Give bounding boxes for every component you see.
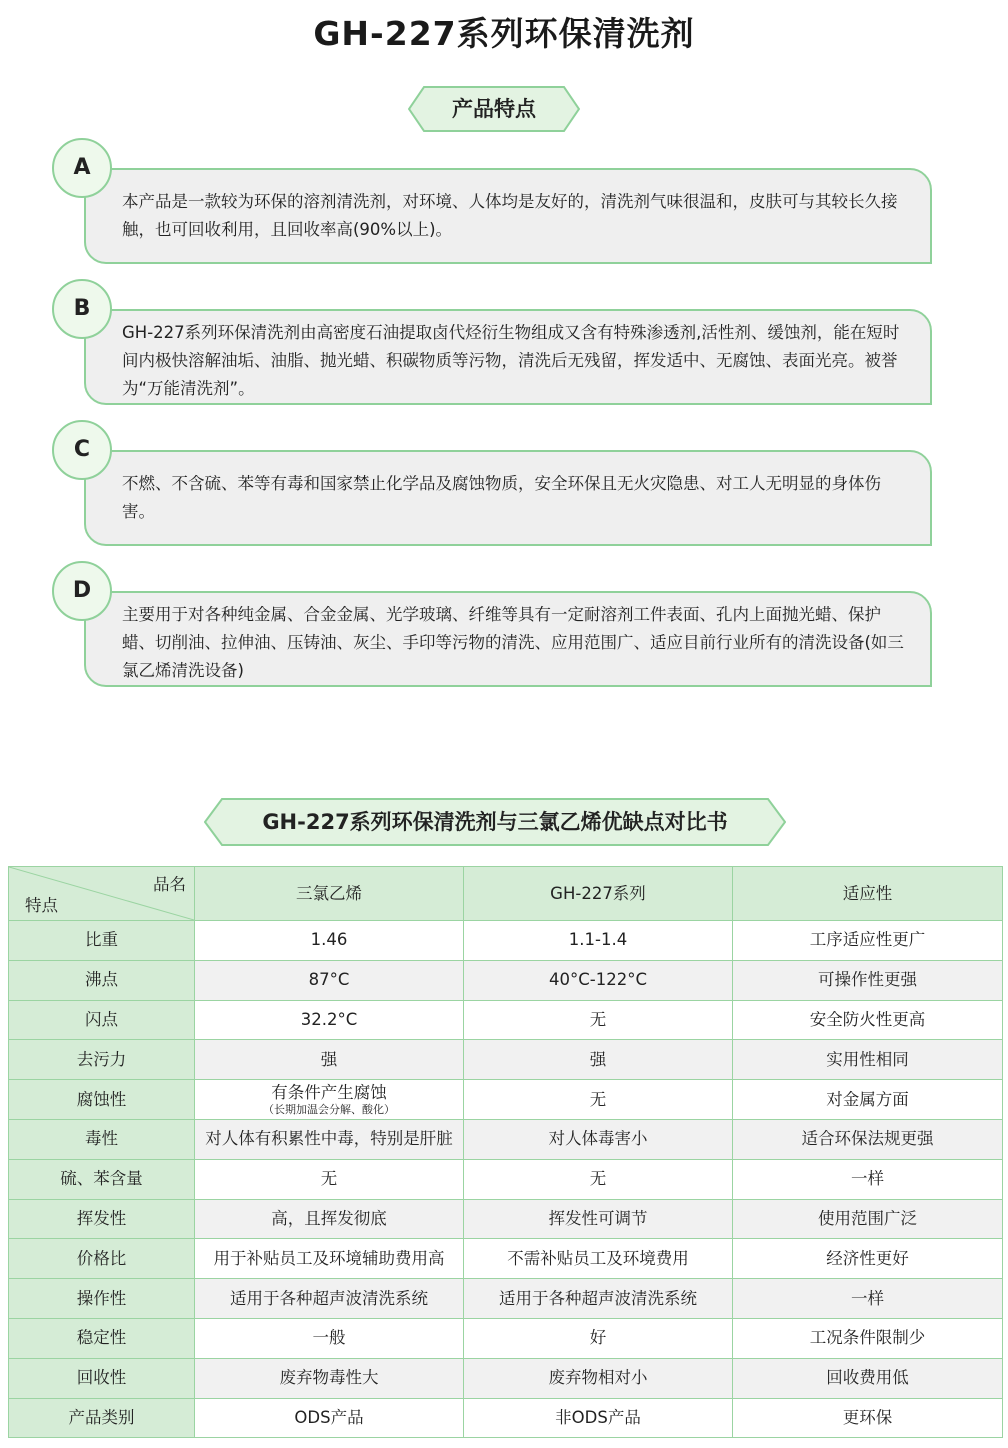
- cell-gh: 对人体毒害小: [464, 1119, 733, 1159]
- table-row: [9, 921, 1003, 961]
- row-label: 操作性: [9, 1279, 195, 1319]
- cell-gh: 好: [464, 1318, 733, 1358]
- feature-text: GH-227系列环保清洗剂由高密度石油提取卤代烃衍生物组成又含有特殊渗透剂,活性剂、缓蚀剂，能在短时间内极快溶解油垢、油脂、抛光蜡、积碳物质等污物，清洗后无残留，挥发适中、无腐蚀、表面光亮。被誉为“万能清洗剂”。: [84, 309, 932, 405]
- cell-fit: 实用性相同: [733, 1040, 1003, 1080]
- cell-tce-note: （长期加温会分解、酸化）: [263, 1103, 395, 1117]
- cell-gh: 不需补贴员工及环境费用: [464, 1239, 733, 1279]
- cell-fit: 安全防火性更高: [733, 1000, 1003, 1040]
- cell-fit: 一样: [733, 1279, 1003, 1319]
- row-label: 闪点: [9, 1000, 195, 1040]
- table-row: [9, 1000, 1003, 1040]
- cell-tce: 适用于各种超声波清洗系统: [195, 1279, 464, 1319]
- cell-fit: 经济性更好: [733, 1239, 1003, 1279]
- feature-text: 主要用于对各种纯金属、合金金属、光学玻璃、纤维等具有一定耐溶剂工件表面、孔内上面抛光蜡、保护蜡、切削油、拉伸油、压铸油、灰尘、手印等污物的清洗、应用范围广、适应目前行业所有的清洗设备(如三氯乙烯清洗设备): [84, 591, 932, 687]
- cell-fit: 工序适应性更广: [733, 921, 1003, 961]
- cell-tce: 废弃物毒性大: [195, 1358, 464, 1398]
- row-label: 回收性: [9, 1358, 195, 1398]
- feature-a: [52, 138, 932, 268]
- table-row: [9, 1159, 1003, 1199]
- comparison-table: [8, 866, 1003, 1438]
- table-row: [9, 1318, 1003, 1358]
- section-heading: GH-227系列环保清洗剂与三氯乙烯优缺点对比书: [262, 810, 728, 834]
- table-header-row: [9, 867, 1003, 921]
- cell-gh: 强: [464, 1040, 733, 1080]
- cell-tce: [195, 1080, 464, 1120]
- table-row: [9, 1119, 1003, 1159]
- cell-fit: 适合环保法规更强: [733, 1119, 1003, 1159]
- table-row: [9, 1239, 1003, 1279]
- table-row: [9, 1279, 1003, 1319]
- feature-b: [52, 279, 932, 409]
- column-header: GH-227系列: [464, 867, 733, 921]
- row-label: 稳定性: [9, 1318, 195, 1358]
- row-label: 腐蚀性: [9, 1080, 195, 1120]
- cell-gh: 无: [464, 1159, 733, 1199]
- table-row: [9, 960, 1003, 1000]
- cell-fit: 工况条件限制少: [733, 1318, 1003, 1358]
- section-heading: 产品特点: [452, 97, 536, 121]
- row-label: 产品类别: [9, 1398, 195, 1438]
- feature-badge: C: [52, 420, 112, 480]
- cell-gh: 1.1-1.4: [464, 921, 733, 961]
- cell-fit: 更环保: [733, 1398, 1003, 1438]
- cell-gh: 无: [464, 1080, 733, 1120]
- row-label: 去污力: [9, 1040, 195, 1080]
- cell-tce: 一般: [195, 1318, 464, 1358]
- feature-d: [52, 561, 932, 691]
- feature-text: 本产品是一款较为环保的溶剂清洗剂，对环境、人体均是友好的，清洗剂气味很温和，皮肤可与其较长久接触，也可回收利用，且回收率高(90%以上)。: [84, 168, 932, 264]
- cell-gh: 非ODS产品: [464, 1398, 733, 1438]
- cell-gh: 废弃物相对小: [464, 1358, 733, 1398]
- feature-badge: A: [52, 138, 112, 198]
- section-banner-comparison: [204, 798, 786, 846]
- section-banner-features: [408, 86, 580, 132]
- cell-fit: 回收费用低: [733, 1358, 1003, 1398]
- row-label: 毒性: [9, 1119, 195, 1159]
- feature-badge: B: [52, 279, 112, 339]
- row-label: 挥发性: [9, 1199, 195, 1239]
- feature-c: [52, 420, 932, 550]
- corner-label-top: 品名: [153, 875, 186, 894]
- cell-fit: 使用范围广泛: [733, 1199, 1003, 1239]
- cell-gh: 40°C-122°C: [464, 960, 733, 1000]
- table-row: [9, 1040, 1003, 1080]
- cell-tce: 用于补贴员工及环境辅助费用高: [195, 1239, 464, 1279]
- table-row: [9, 1080, 1003, 1120]
- column-header: 三氯乙烯: [195, 867, 464, 921]
- cell-fit: 对金属方面: [733, 1080, 1003, 1120]
- cell-tce: 强: [195, 1040, 464, 1080]
- cell-tce: 无: [195, 1159, 464, 1199]
- row-label: 比重: [9, 921, 195, 961]
- row-label: 价格比: [9, 1239, 195, 1279]
- row-label: 硫、苯含量: [9, 1159, 195, 1199]
- cell-fit: 一样: [733, 1159, 1003, 1199]
- cell-fit: 可操作性更强: [733, 960, 1003, 1000]
- row-label: 沸点: [9, 960, 195, 1000]
- cell-tce: ODS产品: [195, 1398, 464, 1438]
- table-row: [9, 1398, 1003, 1438]
- table-row: [9, 1199, 1003, 1239]
- cell-gh: 适用于各种超声波清洗系统: [464, 1279, 733, 1319]
- table-row: [9, 1358, 1003, 1398]
- cell-gh: 无: [464, 1000, 733, 1040]
- cell-gh: 挥发性可调节: [464, 1199, 733, 1239]
- feature-badge: D: [52, 561, 112, 621]
- corner-cell: [9, 867, 195, 921]
- cell-tce: 1.46: [195, 921, 464, 961]
- cell-tce: 对人体有积累性中毒，特别是肝脏: [195, 1119, 464, 1159]
- cell-tce: 高，且挥发彻底: [195, 1199, 464, 1239]
- cell-tce: 87°C: [195, 960, 464, 1000]
- page-title: GH-227系列环保清洗剂: [313, 14, 695, 53]
- feature-text: 不燃、不含硫、苯等有毒和国家禁止化学品及腐蚀物质，安全环保且无火灾隐患、对工人无明显的身体伤害。: [84, 450, 932, 546]
- column-header: 适应性: [733, 867, 1003, 921]
- corner-label-bottom: 特点: [25, 896, 58, 915]
- cell-tce-main: 有条件产生腐蚀: [271, 1083, 387, 1103]
- cell-tce: 32.2°C: [195, 1000, 464, 1040]
